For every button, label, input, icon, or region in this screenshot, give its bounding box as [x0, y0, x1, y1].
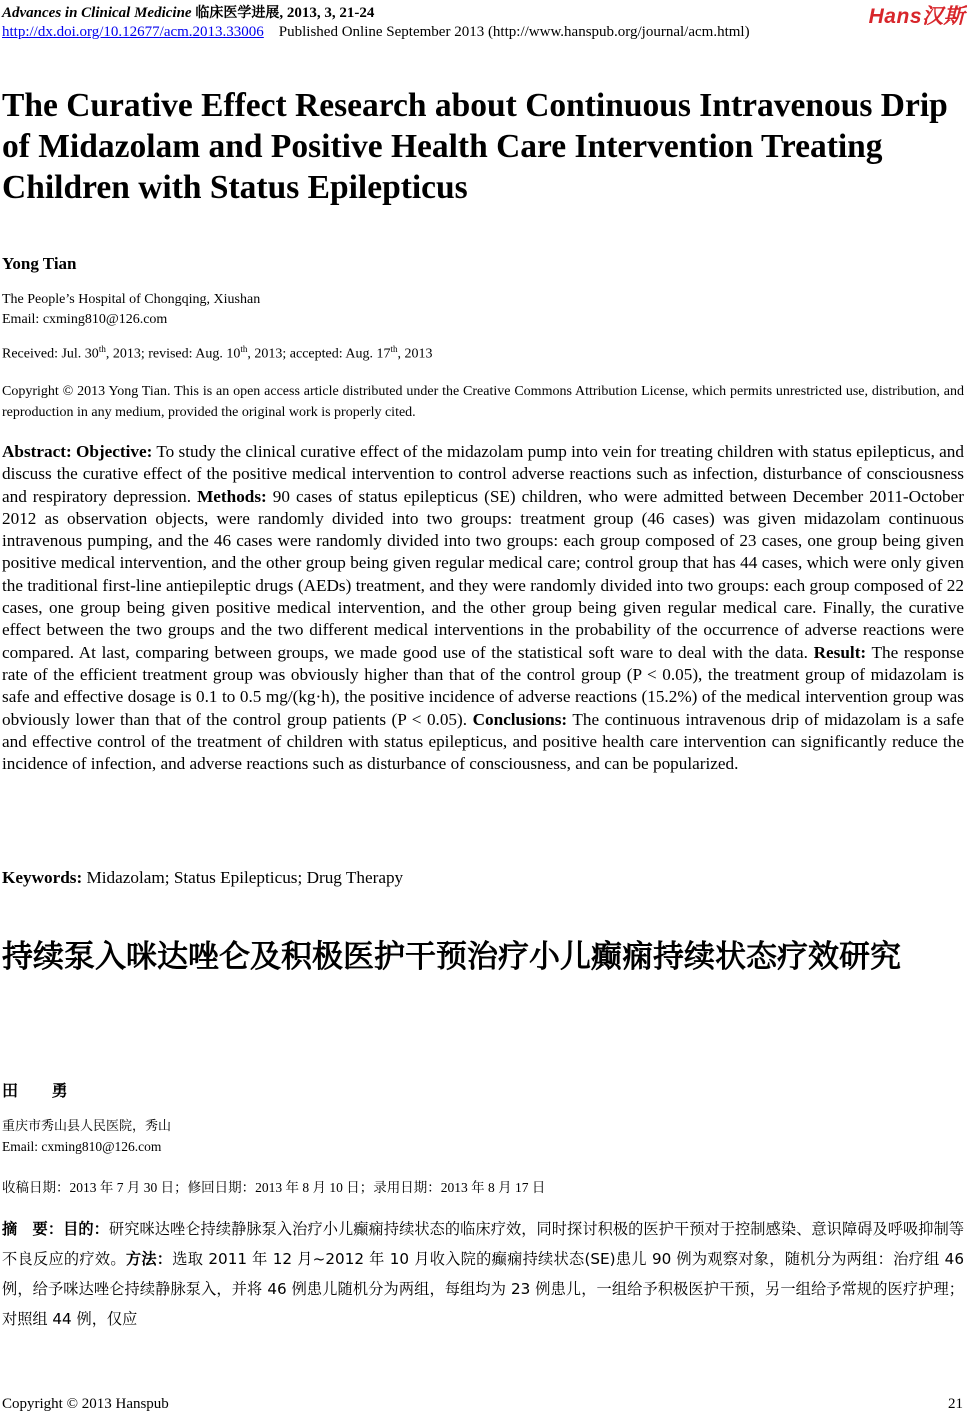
methods-cn-text: 选取 2011 年 12 月~2012 年 10 月收入院的癫痫持续状态(SE)患儿 90 例为观察对象，随机分为两组：治疗组 46 例，给予咪达唑仑持续静脉泵入，并将 46 例患儿随机分为两组，每组均为 23 例患儿，一组给予积极医护干预，另一组给予常规的医疗护理；对照组 44 例，仅应	[2, 1250, 965, 1328]
objective-cn-label: 目的：	[63, 1220, 109, 1238]
accepted-date: , 2013; accepted: Aug. 17	[247, 346, 391, 362]
conclusions-label: Conclusions:	[472, 709, 568, 729]
received-date: Received: Jul. 30	[2, 346, 99, 362]
author-cn: 田 勇	[2, 1081, 82, 1100]
abstract-cn-label: 摘 要：	[2, 1220, 64, 1238]
objective-label: Objective:	[76, 442, 153, 461]
objective-cn-text: 研究咪达唑仑持续静脉泵入治疗小儿癫痫持续状态的临床疗效，同时探讨积极的医护干预对于控制感染、意识障碍及呼吸抑制等不良反应的疗效。	[2, 1220, 965, 1268]
dates-en	[2, 344, 432, 363]
result-label: Result:	[813, 642, 867, 662]
methods-text: 90 cases of status epilepticus (SE) children, who were admitted between December 2011-October 2012 as observation objects, were randomly divided into two groups: treatment group (46 cases) was given midazolam continuous intravenous pumping, and the 46 cases were randomly divided into two groups: each group composed of 23 cases, one group being given positive medical intervention, and the other group being given regular medical care; control group that has 44 cases, which were only given the traditional first-line antiepileptic drugs (AEDs) treatment, and they were randomly divided into two groups: each group composed of 22 cases, one group being given positive medical intervention, and the other group being given regular medical care. Finally, the curative effect between the two groups and the two different medical interventions in the probability of the occurrence of adverse reactions were compared. At last, comparing between groups, we made good use of the statistical soft ware to deal with the data.	[2, 486, 965, 662]
affiliation-cn: 重庆市秀山县人民医院，秀山	[2, 1119, 172, 1134]
received-sup: th	[98, 344, 106, 354]
journal-name: Advances in Clinical Medicine	[2, 5, 192, 21]
dates-tail: , 2013	[397, 346, 433, 362]
abstract-en	[2, 441, 964, 775]
published-info: Published Online September 2013 (http://www.hanspub.org/journal/acm.html)	[278, 24, 750, 40]
affiliation-block-en	[2, 290, 260, 330]
revised-sup: th	[240, 344, 248, 354]
paper-title-cn: 持续泵入咪达唑仑及积极医护干预治疗小儿癫痫持续状态疗效研究	[2, 939, 901, 975]
journal-issue: , 2013, 3, 21-24	[279, 5, 375, 21]
revised-date: , 2013; revised: Aug. 10	[105, 346, 241, 362]
email-en: Email: cxming810@126.com	[2, 312, 168, 327]
keywords-en	[2, 868, 403, 888]
affiliation-en: The People’s Hospital of Chongqing, Xiushan	[2, 292, 261, 307]
header-line2	[2, 24, 750, 41]
methods-cn-label: 方法：	[125, 1250, 173, 1268]
author-en: Yong Tian	[2, 254, 77, 273]
accepted-sup: th	[390, 344, 398, 354]
hans-logo: Hans汉斯	[868, 5, 965, 28]
keywords-text: Midazolam; Status Epilepticus; Drug Therapy	[86, 868, 404, 887]
doi-link[interactable]: http://dx.doi.org/10.12677/acm.2013.33006	[2, 24, 264, 40]
affiliation-block-cn	[2, 1117, 171, 1157]
keywords-label: Keywords:	[2, 868, 83, 887]
email-cn: Email: cxming810@126.com	[2, 1139, 162, 1154]
abstract-label: Abstract:	[2, 442, 72, 461]
objective-text: To study the clinical curative effect of the midazolam pump into vein for treating children with status epilepticus, and discuss the curative effect of the positive medical intervention to control adverse reactions such as infection, disturbance of consciousness and respiratory depression.	[2, 442, 964, 506]
result-text: The response rate of the efficient treatment group was obviously higher than that of the control group (P < 0.05), the treatment group of midazolam is safe and effective dosage is 0.1 to 0.5 mg/(kg·h), the positive incidence of adverse reactions (15.2%) of the medical intervention group was obviously lower than that of the control group patients (P < 0.05).	[2, 642, 964, 729]
paper-title-en: The Curative Effect Research about Continuous Intravenous Drip of Midazolam and Positive Health Care Intervention Treating Children with Status Epilepticus	[2, 87, 948, 206]
copyright-notice: Copyright © 2013 Yong Tian. This is an open access article distributed under the Creative Commons Attribution License, which permits unrestricted use, distribution, and reproduction in any medium, provided the original work is properly cited.	[2, 384, 964, 420]
journal-name-cn: 临床医学进展	[195, 5, 280, 21]
page-number: 21	[948, 1396, 963, 1412]
dates-cn: 收稿日期：2013 年 7 月 30 日；修回日期：2013 年 8 月 10 日；录用日期：2013 年 8 月 17 日	[2, 1180, 546, 1195]
abstract-cn	[2, 1214, 964, 1334]
footer-copyright: Copyright © 2013 Hanspub	[2, 1396, 169, 1412]
methods-label: Methods:	[197, 486, 267, 506]
conclusions-text: The continuous intravenous drip of midazolam is a safe and effective control of the treatment of children with status epilepticus, and positive health care intervention can significantly reduce the incidence of infection, and adverse reactions such as disturbance of consciousness, and can be popularized.	[2, 709, 965, 774]
journal-header	[2, 2, 374, 22]
